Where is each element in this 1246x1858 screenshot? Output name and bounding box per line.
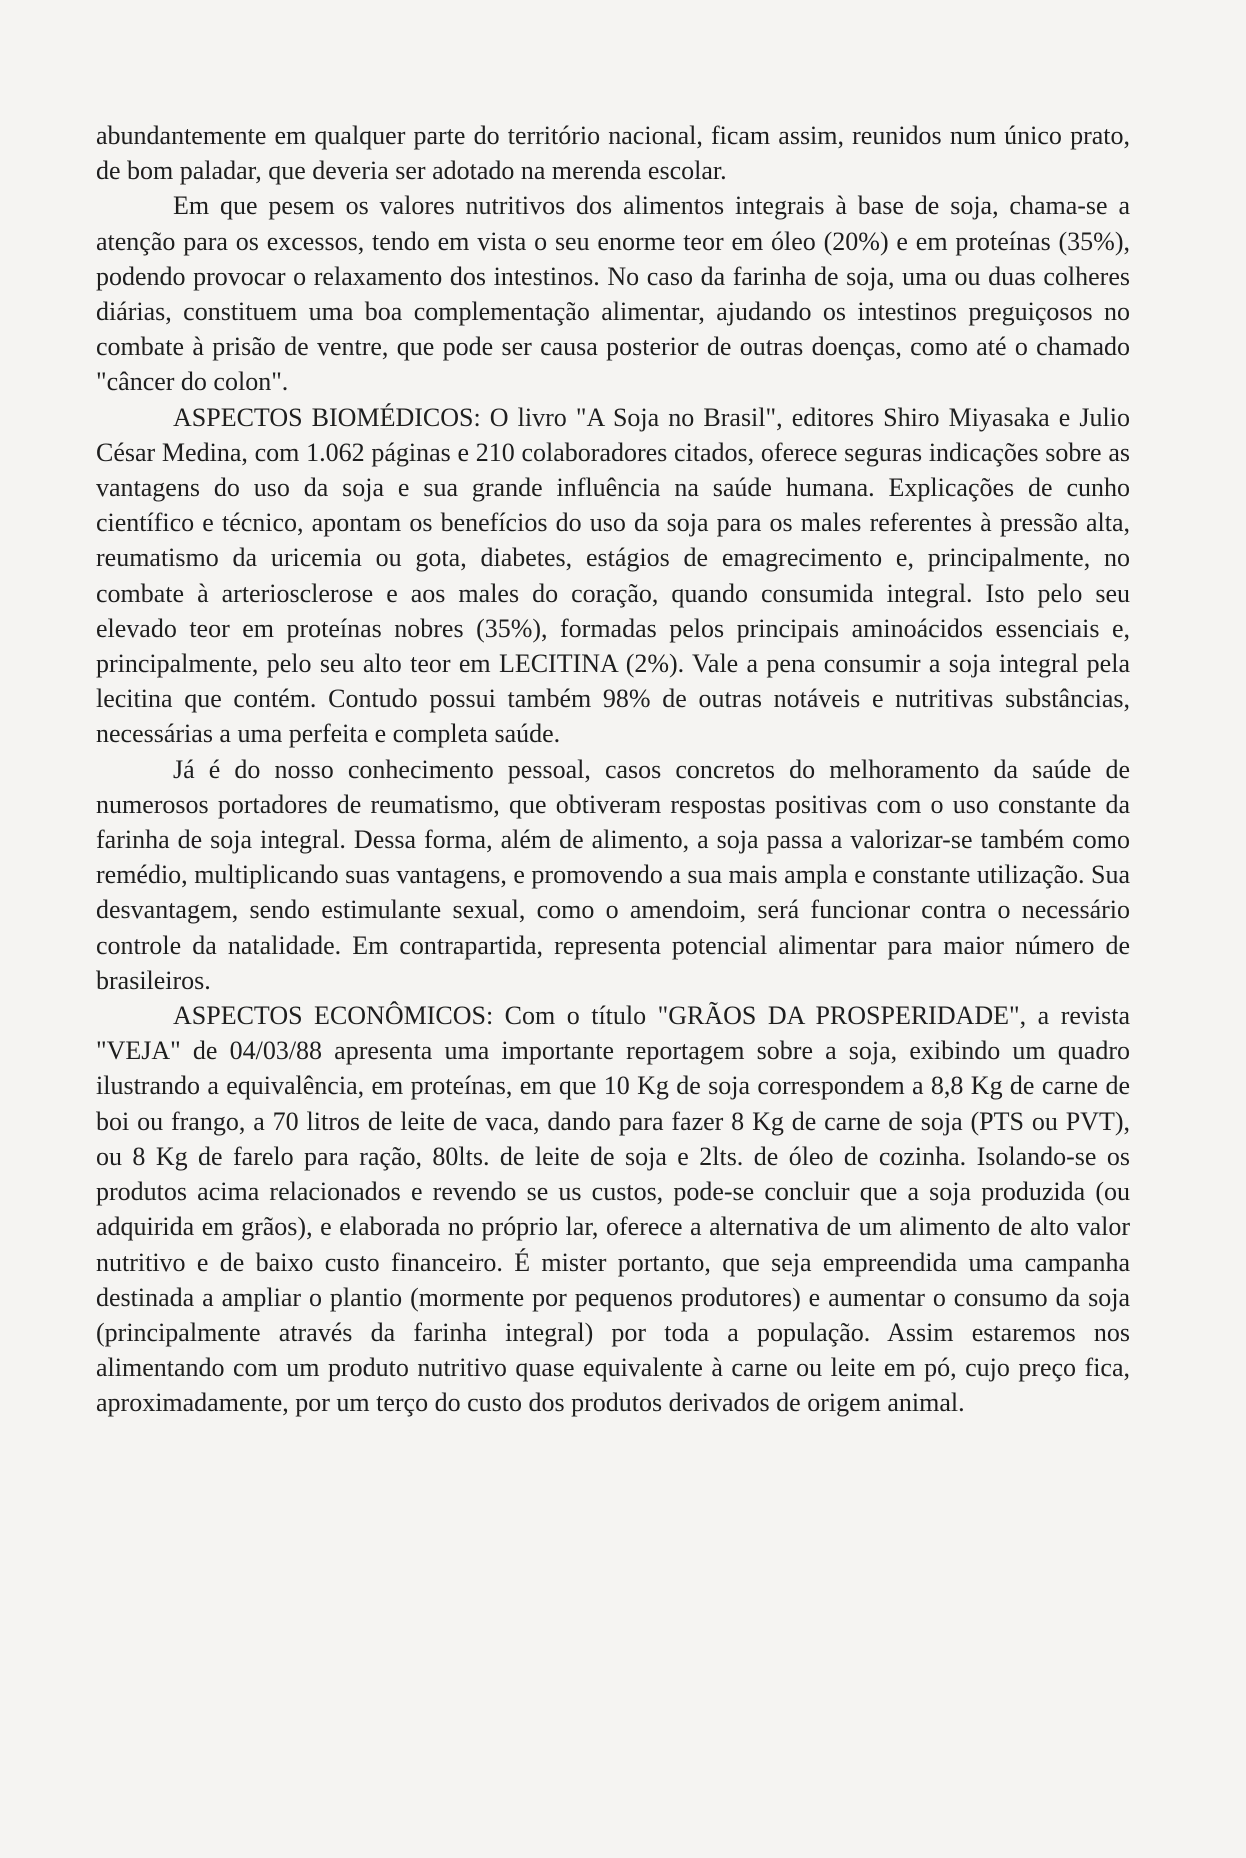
paragraph-biomedical-aspects: ASPECTOS BIOMÉDICOS: O livro "A Soja no Brasil", editores Shiro Miyasaka e Julio César Medina, com 1.062 páginas e 210 colaboradores citados, oferece seguras indicações sobre as vantagens do uso da soja e sua grande influência na saúde humana. Explicações de cunho científico e técnico, apontam os benefícios do uso da soja para os males referentes à pressão alta, reumatismo da uricemia ou gota, diabetes, estágios de emagrecimento e, principalmente, no combate à arteriosclerose e aos males do coração, quando consumida integral. Isto pelo seu elevado teor em proteínas nobres (35%), formadas pelos principais aminoácidos essenciais e, principalmente, pelo seu alto teor em LECITINA (2%). Vale a pena consumir a soja integral pela lecitina que contém. Contudo possui também 98% de outras notáveis e nutritivas substâncias, necessárias a uma perfeita e completa saúde. — [96, 402, 1130, 749]
paragraph-continuation: abundantemente em qualquer parte do território nacional, ficam assim, reunidos num único prato, de bom paladar, que deveria ser adotado na merenda escolar. — [96, 121, 1130, 186]
paragraph-nutritional-excess: Em que pesem os valores nutritivos dos alimentos integrais à base de soja, chama-se a atenção para os excessos, tendo em vista o seu enorme teor em óleo (20%) e em proteínas (35%), podendo provocar o relaxamento dos intestinos. No caso da farinha de soja, uma ou duas colheres diárias, constituem uma boa complementação alimentar, ajudando os intestinos preguiçosos no combate à prisão de ventre, que pode ser causa posterior de outras doenças, como até o chamado "câncer do colon". — [96, 191, 1130, 397]
body-text — [96, 118, 1130, 1421]
paragraph-economic-aspects: ASPECTOS ECONÔMICOS: Com o título "GRÃOS DA PROSPERIDADE", a revista "VEJA" de 04/03/88 apresenta uma importante reportagem sobre a soja, exibindo um quadro ilustrando a equivalência, em proteínas, em que 10 Kg de soja correspondem a 8,8 Kg de carne de boi ou frango, a 70 litros de leite de vaca, dando para fazer 8 Kg de carne de soja (PTS ou PVT), ou 8 Kg de farelo para ração, 80lts. de leite de soja e 2lts. de óleo de cozinha. Isolando-se os produtos acima relacionados e revendo se us custos, pode-se concluir que a soja produzida (ou adquirida em grãos), e elaborada no próprio lar, oferece a alternativa de um alimento de alto valor nutritivo e de baixo custo financeiro. É mister portanto, que seja empreendida uma campanha destinada a ampliar o plantio (mormente por pequenos produtores) e aumentar o consumo da soja (principalmente através da farinha integral) por toda a população. Assim estaremos nos alimentando com um produto nutritivo quase equivalente à carne ou leite em pó, cujo preço fica, aproximadamente, por um terço do custo dos produtos derivados de origem animal. — [96, 1001, 1130, 1418]
paragraph-personal-knowledge: Já é do nosso conhecimento pessoal, casos concretos do melhoramento da saúde de numerosos portadores de reumatismo, que obtiveram respostas positivas com o uso constante da farinha de soja integral. Dessa forma, além de alimento, a soja passa a valorizar-se também como remédio, multiplicando suas vantagens, e promovendo a sua mais ampla e constante utilização. Sua desvantagem, sendo estimulante sexual, como o amendoim, será funcionar contra o necessário controle da natalidade. Em contrapartida, representa potencial alimentar para maior número de brasileiros. — [96, 754, 1130, 995]
